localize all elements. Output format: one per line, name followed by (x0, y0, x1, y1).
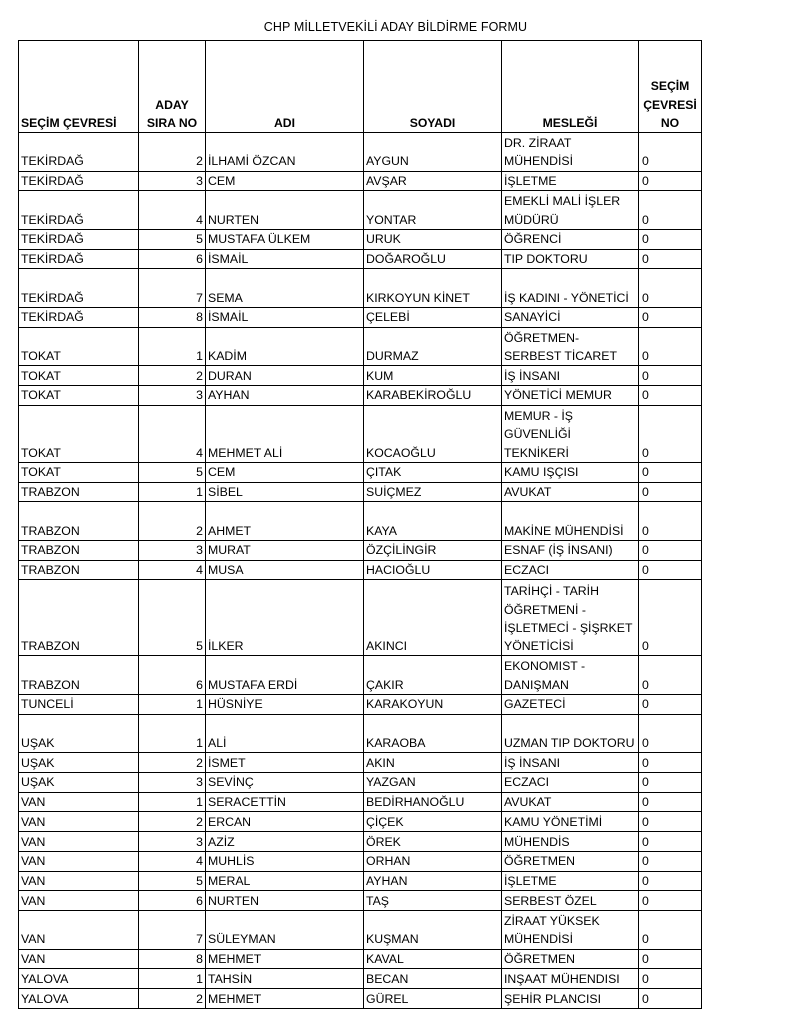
cell-meslegi: ECZACI (502, 772, 639, 792)
cell-aday-sira-no: 2 (139, 502, 206, 541)
header-adi: ADI (206, 41, 364, 133)
cell-meslegi: TARİHÇİ - TARİH ÖĞRETMENİ - İŞLETMECİ - ŞİŞRKET YÖNETİCİSİ (502, 580, 639, 656)
cell-meslegi: KAMU YÖNETİMİ (502, 812, 639, 832)
cell-meslegi: MÜHENDİS (502, 832, 639, 852)
cell-soyadi: AVŞAR (364, 171, 502, 191)
table-row (19, 327, 702, 366)
cell-adi: MERAL (206, 871, 364, 891)
table-row (19, 269, 702, 308)
cell-meslegi: ÖĞRETMEN (502, 949, 639, 969)
cell-soyadi: KARAOBA (364, 714, 502, 753)
cell-adi: MEHMET (206, 989, 364, 1009)
cell-secim-cevresi-no: 0 (639, 502, 702, 541)
cell-meslegi: AVUKAT (502, 482, 639, 502)
header-aday-sira-no-line1: ADAY (155, 97, 189, 112)
cell-adi: CEM (206, 171, 364, 191)
cell-secim-cevresi-no: 0 (639, 171, 702, 191)
cell-aday-sira-no: 6 (139, 249, 206, 269)
cell-secim-cevresi-no: 0 (639, 969, 702, 989)
cell-adi: AZİZ (206, 832, 364, 852)
header-secim-cevresi-no (639, 41, 702, 133)
cell-secim-cevresi: TRABZON (19, 540, 139, 560)
cell-secim-cevresi-no: 0 (639, 832, 702, 852)
cell-secim-cevresi: TEKİRDAĞ (19, 229, 139, 249)
cell-aday-sira-no: 6 (139, 891, 206, 911)
cell-adi: SEMA (206, 269, 364, 308)
table-row (19, 753, 702, 773)
cell-secim-cevresi: TOKAT (19, 366, 139, 386)
cell-adi: CEM (206, 462, 364, 482)
cell-meslegi: GAZETECİ (502, 694, 639, 714)
table-row (19, 812, 702, 832)
cell-aday-sira-no: 3 (139, 171, 206, 191)
cell-aday-sira-no: 2 (139, 753, 206, 773)
cell-aday-sira-no: 5 (139, 229, 206, 249)
table-row (19, 851, 702, 871)
cell-secim-cevresi-no: 0 (639, 560, 702, 580)
cell-adi: SEVİNÇ (206, 772, 364, 792)
cell-adi: İLKER (206, 580, 364, 656)
cell-adi: SÜLEYMAN (206, 911, 364, 950)
cell-aday-sira-no: 1 (139, 792, 206, 812)
cell-secim-cevresi: UŞAK (19, 772, 139, 792)
cell-adi: MUSTAFA ÜLKEM (206, 229, 364, 249)
cell-secim-cevresi-no: 0 (639, 385, 702, 405)
cell-meslegi: KAMU IŞÇISI (502, 462, 639, 482)
cell-aday-sira-no: 5 (139, 462, 206, 482)
cell-secim-cevresi: YALOVA (19, 989, 139, 1009)
cell-secim-cevresi: TEKİRDAĞ (19, 269, 139, 308)
cell-aday-sira-no: 1 (139, 969, 206, 989)
cell-aday-sira-no: 4 (139, 560, 206, 580)
cell-soyadi: URUK (364, 229, 502, 249)
cell-adi: MEHMET ALİ (206, 405, 364, 462)
cell-secim-cevresi-no: 0 (639, 851, 702, 871)
cell-secim-cevresi-no: 0 (639, 989, 702, 1009)
cell-aday-sira-no: 6 (139, 656, 206, 695)
cell-adi: ALİ (206, 714, 364, 753)
cell-soyadi: KIRKOYUN KİNET (364, 269, 502, 308)
cell-aday-sira-no: 8 (139, 307, 206, 327)
cell-secim-cevresi: TEKİRDAĞ (19, 133, 139, 172)
cell-adi: MUSTAFA ERDİ (206, 656, 364, 695)
cell-soyadi: ÇİÇEK (364, 812, 502, 832)
cell-secim-cevresi: TRABZON (19, 656, 139, 695)
table-row (19, 792, 702, 812)
cell-aday-sira-no: 8 (139, 949, 206, 969)
cell-secim-cevresi: TOKAT (19, 327, 139, 366)
cell-adi: KADİM (206, 327, 364, 366)
cell-secim-cevresi: TRABZON (19, 560, 139, 580)
cell-meslegi: ÖĞRETMEN- SERBEST TİCARET (502, 327, 639, 366)
cell-secim-cevresi: TOKAT (19, 462, 139, 482)
cell-meslegi: ÖĞRETMEN (502, 851, 639, 871)
header-aday-sira-no-line2: SIRA NO (146, 115, 198, 130)
header-secim-cevresi-no-line2: ÇEVRESİ (643, 97, 697, 112)
cell-secim-cevresi-no: 0 (639, 482, 702, 502)
cell-meslegi: AVUKAT (502, 792, 639, 812)
header-secim-cevresi-no-line3: NO (660, 115, 680, 130)
cell-aday-sira-no: 1 (139, 482, 206, 502)
cell-soyadi: ÖREK (364, 832, 502, 852)
table-row (19, 694, 702, 714)
cell-secim-cevresi-no: 0 (639, 229, 702, 249)
cell-soyadi: AKIN (364, 753, 502, 773)
cell-meslegi: ECZACI (502, 560, 639, 580)
cell-meslegi: INŞAAT MÜHENDISI (502, 969, 639, 989)
cell-secim-cevresi: TEKİRDAĞ (19, 191, 139, 230)
cell-aday-sira-no: 4 (139, 851, 206, 871)
cell-secim-cevresi-no: 0 (639, 694, 702, 714)
cell-meslegi: MAKİNE MÜHENDİSİ (502, 502, 639, 541)
cell-adi: DURAN (206, 366, 364, 386)
cell-secim-cevresi: TOKAT (19, 405, 139, 462)
cell-secim-cevresi: TOKAT (19, 385, 139, 405)
cell-secim-cevresi-no: 0 (639, 191, 702, 230)
cell-secim-cevresi: VAN (19, 891, 139, 911)
cell-soyadi: ÇELEBİ (364, 307, 502, 327)
cell-aday-sira-no: 3 (139, 385, 206, 405)
cell-meslegi: İŞ İNSANI (502, 366, 639, 386)
form-title: CHP MİLLETVEKİLİ ADAY BİLDİRME FORMU (263, 20, 528, 34)
cell-secim-cevresi-no: 0 (639, 249, 702, 269)
cell-adi: AYHAN (206, 385, 364, 405)
cell-secim-cevresi-no: 0 (639, 540, 702, 560)
cell-adi: SERACETTİN (206, 792, 364, 812)
table-row (19, 949, 702, 969)
cell-aday-sira-no: 3 (139, 832, 206, 852)
cell-aday-sira-no: 5 (139, 871, 206, 891)
cell-secim-cevresi: VAN (19, 949, 139, 969)
cell-soyadi: AKINCI (364, 580, 502, 656)
cell-secim-cevresi: TEKİRDAĞ (19, 249, 139, 269)
cell-secim-cevresi: VAN (19, 832, 139, 852)
table-row (19, 462, 702, 482)
cell-adi: MURAT (206, 540, 364, 560)
cell-secim-cevresi-no: 0 (639, 405, 702, 462)
table-row (19, 911, 702, 950)
cell-aday-sira-no: 2 (139, 133, 206, 172)
cell-soyadi: DOĞAROĞLU (364, 249, 502, 269)
cell-adi: İLHAMİ ÖZCAN (206, 133, 364, 172)
cell-meslegi: YÖNETİCİ MEMUR (502, 385, 639, 405)
cell-aday-sira-no: 1 (139, 327, 206, 366)
header-meslegi: MESLEĞİ (502, 41, 639, 133)
table-row (19, 832, 702, 852)
cell-soyadi: YAZGAN (364, 772, 502, 792)
table-row (19, 405, 702, 462)
cell-soyadi: SUİÇMEZ (364, 482, 502, 502)
header-soyadi: SOYADI (364, 41, 502, 133)
table-row (19, 656, 702, 695)
cell-soyadi: AYHAN (364, 871, 502, 891)
header-aday-sira-no (139, 41, 206, 133)
cell-secim-cevresi-no: 0 (639, 307, 702, 327)
cell-adi: MEHMET (206, 949, 364, 969)
cell-secim-cevresi: TRABZON (19, 502, 139, 541)
table-row (19, 502, 702, 541)
cell-secim-cevresi: TEKİRDAĞ (19, 171, 139, 191)
cell-soyadi: BECAN (364, 969, 502, 989)
cell-soyadi: KAVAL (364, 949, 502, 969)
cell-aday-sira-no: 4 (139, 191, 206, 230)
cell-soyadi: KARAKOYUN (364, 694, 502, 714)
cell-soyadi: ÖZÇİLİNGİR (364, 540, 502, 560)
cell-secim-cevresi-no: 0 (639, 792, 702, 812)
cell-secim-cevresi-no: 0 (639, 714, 702, 753)
cell-meslegi: ÖĞRENCİ (502, 229, 639, 249)
table-row (19, 366, 702, 386)
cell-meslegi: EKONOMIST - DANIŞMAN (502, 656, 639, 695)
cell-meslegi: MEMUR - İŞ GÜVENLİĞİ TEKNİKERİ (502, 405, 639, 462)
table-row (19, 171, 702, 191)
header-secim-cevresi-no-line1: SEÇİM (650, 79, 690, 94)
cell-adi: İSMAİL (206, 249, 364, 269)
cell-soyadi: GÜREL (364, 989, 502, 1009)
cell-secim-cevresi-no: 0 (639, 911, 702, 950)
table-row (19, 229, 702, 249)
cell-meslegi: TIP DOKTORU (502, 249, 639, 269)
cell-secim-cevresi-no: 0 (639, 753, 702, 773)
cell-secim-cevresi-no: 0 (639, 871, 702, 891)
cell-meslegi: İŞLETME (502, 171, 639, 191)
cell-secim-cevresi: VAN (19, 812, 139, 832)
cell-soyadi: HACIOĞLU (364, 560, 502, 580)
cell-adi: İSMAİL (206, 307, 364, 327)
cell-secim-cevresi: TRABZON (19, 482, 139, 502)
cell-aday-sira-no: 1 (139, 714, 206, 753)
cell-secim-cevresi-no: 0 (639, 462, 702, 482)
cell-secim-cevresi-no: 0 (639, 327, 702, 366)
candidate-table (18, 40, 702, 1009)
cell-meslegi: UZMAN TIP DOKTORU (502, 714, 639, 753)
cell-soyadi: KAYA (364, 502, 502, 541)
header-row (19, 41, 702, 133)
cell-meslegi: SANAYİCİ (502, 307, 639, 327)
cell-secim-cevresi-no: 0 (639, 891, 702, 911)
cell-soyadi: KUM (364, 366, 502, 386)
cell-meslegi: SERBEST ÖZEL (502, 891, 639, 911)
cell-soyadi: YONTAR (364, 191, 502, 230)
cell-secim-cevresi: VAN (19, 911, 139, 950)
cell-secim-cevresi: VAN (19, 851, 139, 871)
table-row (19, 191, 702, 230)
cell-secim-cevresi-no: 0 (639, 580, 702, 656)
cell-aday-sira-no: 7 (139, 269, 206, 308)
table-row (19, 772, 702, 792)
cell-meslegi: İŞLETME (502, 871, 639, 891)
cell-aday-sira-no: 1 (139, 694, 206, 714)
cell-soyadi: KARABEKİROĞLU (364, 385, 502, 405)
table-row (19, 989, 702, 1009)
cell-secim-cevresi-no: 0 (639, 772, 702, 792)
table-row (19, 714, 702, 753)
cell-meslegi: DR. ZİRAAT MÜHENDİSİ (502, 133, 639, 172)
cell-meslegi: İŞ KADINI - YÖNETİCİ (502, 269, 639, 308)
cell-secim-cevresi-no: 0 (639, 812, 702, 832)
header-secim-cevresi: SEÇİM ÇEVRESİ (19, 41, 139, 133)
cell-soyadi: KOCAOĞLU (364, 405, 502, 462)
table-row (19, 580, 702, 656)
cell-secim-cevresi: TEKİRDAĞ (19, 307, 139, 327)
cell-meslegi: ŞEHİR PLANCISI (502, 989, 639, 1009)
cell-secim-cevresi: VAN (19, 871, 139, 891)
cell-adi: MUHLİS (206, 851, 364, 871)
cell-secim-cevresi: YALOVA (19, 969, 139, 989)
cell-secim-cevresi: VAN (19, 792, 139, 812)
table-row (19, 482, 702, 502)
cell-secim-cevresi-no: 0 (639, 656, 702, 695)
table-row (19, 385, 702, 405)
cell-aday-sira-no: 3 (139, 772, 206, 792)
table-row (19, 133, 702, 172)
cell-soyadi: ÇAKIR (364, 656, 502, 695)
table-body (19, 133, 702, 1009)
cell-secim-cevresi-no: 0 (639, 269, 702, 308)
cell-soyadi: AYGUN (364, 133, 502, 172)
table-row (19, 891, 702, 911)
cell-soyadi: KUŞMAN (364, 911, 502, 950)
table-row (19, 249, 702, 269)
cell-soyadi: ÇITAK (364, 462, 502, 482)
cell-meslegi: ESNAF (İŞ İNSANI) (502, 540, 639, 560)
cell-meslegi: EMEKLİ MALİ İŞLER MÜDÜRÜ (502, 191, 639, 230)
cell-secim-cevresi-no: 0 (639, 133, 702, 172)
cell-adi: NURTEN (206, 891, 364, 911)
cell-secim-cevresi: TRABZON (19, 580, 139, 656)
cell-adi: İSMET (206, 753, 364, 773)
cell-soyadi: BEDİRHANOĞLU (364, 792, 502, 812)
cell-aday-sira-no: 2 (139, 989, 206, 1009)
cell-aday-sira-no: 5 (139, 580, 206, 656)
cell-soyadi: DURMAZ (364, 327, 502, 366)
cell-adi: AHMET (206, 502, 364, 541)
cell-meslegi: İŞ İNSANI (502, 753, 639, 773)
cell-secim-cevresi: UŞAK (19, 714, 139, 753)
table-row (19, 871, 702, 891)
cell-secim-cevresi-no: 0 (639, 949, 702, 969)
cell-aday-sira-no: 3 (139, 540, 206, 560)
cell-aday-sira-no: 7 (139, 911, 206, 950)
cell-soyadi: TAŞ (364, 891, 502, 911)
cell-aday-sira-no: 2 (139, 366, 206, 386)
cell-adi: NURTEN (206, 191, 364, 230)
cell-secim-cevresi-no: 0 (639, 366, 702, 386)
cell-secim-cevresi: TUNCELİ (19, 694, 139, 714)
table-row (19, 969, 702, 989)
cell-meslegi: ZİRAAT YÜKSEK MÜHENDİSİ (502, 911, 639, 950)
cell-secim-cevresi: UŞAK (19, 753, 139, 773)
cell-adi: TAHSİN (206, 969, 364, 989)
table-row (19, 307, 702, 327)
cell-soyadi: ORHAN (364, 851, 502, 871)
table-row (19, 540, 702, 560)
cell-adi: ERCAN (206, 812, 364, 832)
cell-aday-sira-no: 2 (139, 812, 206, 832)
cell-aday-sira-no: 4 (139, 405, 206, 462)
cell-adi: SİBEL (206, 482, 364, 502)
table-row (19, 560, 702, 580)
cell-adi: HÜSNİYE (206, 694, 364, 714)
cell-adi: MUSA (206, 560, 364, 580)
table-header (19, 41, 702, 133)
